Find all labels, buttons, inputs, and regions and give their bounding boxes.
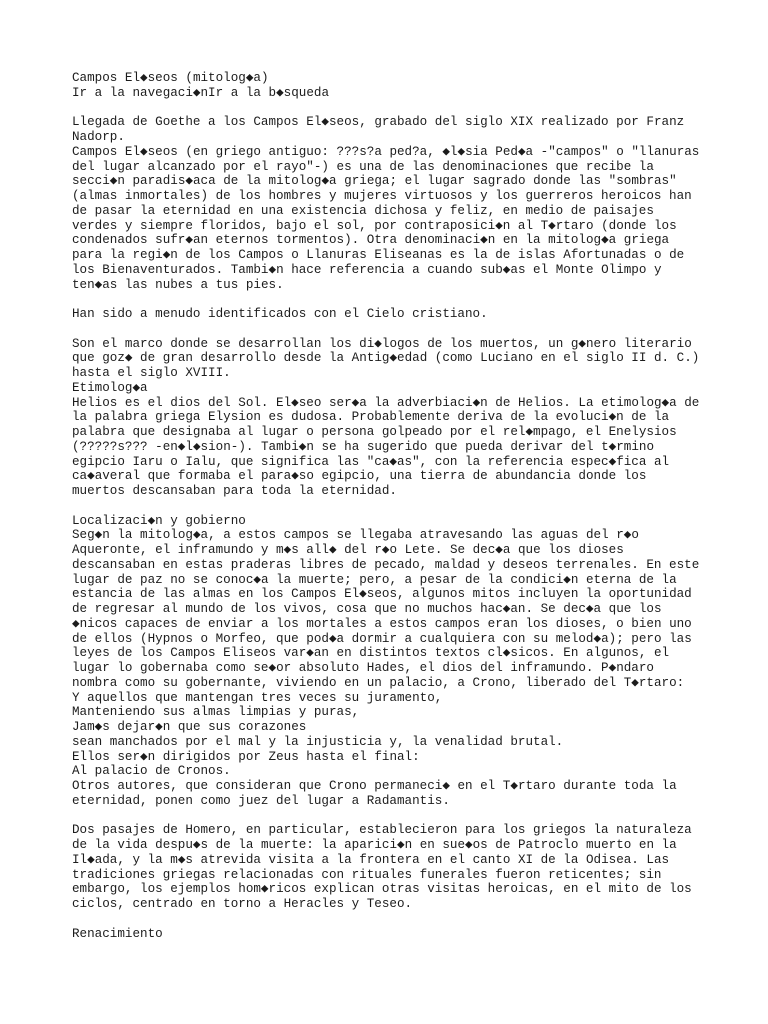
text-line: secci◆n paradis◆aca de la mitolog◆a griega; el lugar sagrado donde las "sombras" (72, 174, 677, 189)
text-line: nombra como su gobernante, viviendo en un palacio, a Crono, liberado del T◆rtaro: (72, 675, 685, 690)
blank-line (72, 292, 752, 307)
text-line: Seg◆n la mitolog◆a, a estos campos se llegaba atravesando las aguas del r◆o (72, 528, 639, 543)
blank-line (72, 912, 752, 927)
text-line: (?????s??? -en◆l◆sion-). Tambi◆n se ha sugerido que pueda derivar del t◆rmino (72, 439, 655, 454)
blank-line (72, 322, 752, 337)
text-line: Etimolog◆a (72, 380, 148, 395)
text-line: los Bienaventurados. Tambi◆n hace referencia a cuando sub◆as el Monte Olimpo y (72, 262, 662, 277)
text-line: ◆nicos capaces de enviar a los mortales a estos campos eran los dioses, o bien uno (72, 616, 692, 631)
text-line: lugar lo gobernaba como se◆or absoluto Hades, el dios del inframundo. P◆ndaro (72, 661, 654, 675)
text-line: estancia de las almas en los Campos El◆seos, algunos mitos incluyen la oportunidad (72, 587, 692, 602)
text-line: Ellos ser◆n dirigidos por Zeus hasta el final: (72, 749, 420, 764)
text-line: eternidad, ponen como juez del lugar a Radamantis. (72, 793, 450, 808)
text-line: de pasar la eternidad en una existencia dichosa y feliz, en medio de paisajes (72, 203, 654, 218)
text-line: la palabra griega Elysion es dudosa. Probablemente deriva de la evoluci◆n de la (72, 410, 670, 425)
text-line: Llegada de Goethe a los Campos El◆seos, grabado del siglo XIX realizado por Franz (72, 115, 685, 130)
text-line: Campos El◆seos (en griego antiguo: ???s?a ped?a, ◆l◆sia Ped◆a -"campos" o "llanuras (72, 144, 700, 159)
text-line: lugar de paz no se conoc◆a la muerte; pero, a pesar de la condici◆n eterna de la (72, 572, 677, 587)
text-line: Al palacio de Cronos. (72, 764, 231, 779)
text-line: Ir a la navegaci◆nIr a la b◆squeda (72, 85, 330, 100)
text-line: Son el marco donde se desarrollan los di◆logos de los muertos, un g◆nero literario (72, 336, 692, 351)
text-line: ten◆as las nubes a tus pies. (72, 277, 284, 292)
text-line: Il◆ada, y la m◆s atrevida visita a la frontera en el canto XI de la Odisea. Las (72, 852, 670, 867)
text-line: Helios es el dios del Sol. El◆seo ser◆a la adverbiaci◆n de Helios. La etimolog◆a de (72, 395, 700, 410)
text-line: muertos descansaban para toda la eternidad. (72, 484, 397, 498)
text-line: Jam◆s dejar◆n que sus corazones (72, 720, 307, 734)
text-line: verdes y siempre floridos, bajo el sol, por contraposici◆n al T◆rtaro (donde los (72, 218, 677, 233)
text-line: Localizaci◆n y gobierno (72, 513, 246, 528)
text-line: tradiciones griegas relacionadas con rituales funerales fueron reticentes; sin (72, 867, 662, 882)
text-line: ca◆averal que formaba el para◆so egipcio, una tierra de abundancia donde los (72, 469, 647, 484)
text-line: Han sido a menudo identificados con el Cielo cristiano. (72, 307, 488, 321)
text-line: ciclos, centrado en torno a Heracles y Teseo. (72, 897, 413, 911)
text-line: Y aquellos que mantengan tres veces su juramento, (72, 690, 443, 705)
text-line: leyes de los Campos Eliseos var◆an en distintos textos cl◆sicos. En algunos, el (72, 646, 670, 661)
text-line: Nadorp. (72, 130, 125, 144)
text-line: que goz◆ de gran desarrollo desde la Antig◆edad (como Luciano en el siglo II d. C.) (72, 351, 700, 366)
text-line: descansaban en estas praderas libres de pecado, maldad y deseos terrenales. En este (72, 557, 700, 572)
blank-line (72, 809, 752, 824)
text-line: de regresar al mundo de los vivos, cosa que no muchos hac◆an. Se dec◆a que los (72, 602, 662, 616)
text-line: Otros autores, que consideran que Crono permaneci◆ en el T◆rtaro durante toda la (72, 779, 677, 793)
text-line: palabra que designaba al lugar o persona golpeado por el rel◆mpago, el Enelysios (72, 425, 677, 439)
blank-line (72, 499, 752, 514)
text-line: hasta el siglo XVIII. (72, 366, 231, 380)
text-line: del lugar alcanzado por el rayo"-) es una de las denominaciones que recibe la (72, 159, 654, 174)
text-line: Campos El◆seos (mitolog◆a) (72, 71, 269, 85)
text-line: de la vida despu◆s de la muerte: la aparici◆n en sue◆os de Patroclo muerto en la (72, 838, 677, 852)
text-line: para la regi◆n de los Campos o Llanuras Eliseanas es la de islas Afortunadas o de (72, 248, 685, 262)
blank-line (72, 101, 752, 116)
text-line: de ellos (Hypnos o Morfeo, que pod◆a dormir a cualquiera con su melod◆a); pero las (72, 631, 692, 646)
text-line: Renacimiento (72, 926, 163, 941)
text-line: (almas inmortales) de los hombres y mujeres virtuosos y los guerreros heroicos han (72, 189, 692, 203)
text-line: embargo, los ejemplos hom◆ricos explican otras visitas heroicas, en el mito de los (72, 882, 692, 897)
text-line: Manteniendo sus almas limpias y puras, (72, 705, 360, 720)
text-line: Aqueronte, el inframundo y m◆s all◆ del r◆o Lete. Se dec◆a que los dioses (72, 543, 624, 557)
text-line: Dos pasajes de Homero, en particular, establecieron para los griegos la naturaleza (72, 823, 692, 838)
text-line: condenados sufr◆an eternos tormentos). Otra denominaci◆n en la mitolog◆a griega (72, 233, 670, 248)
text-line: sean manchados por el mal y la injusticia y, la venalidad brutal. (72, 734, 564, 749)
text-line: egipcio Iaru o Ialu, que significa las "ca◆as", con la referencia espec◆fica al (72, 454, 670, 469)
document-text (72, 71, 752, 941)
